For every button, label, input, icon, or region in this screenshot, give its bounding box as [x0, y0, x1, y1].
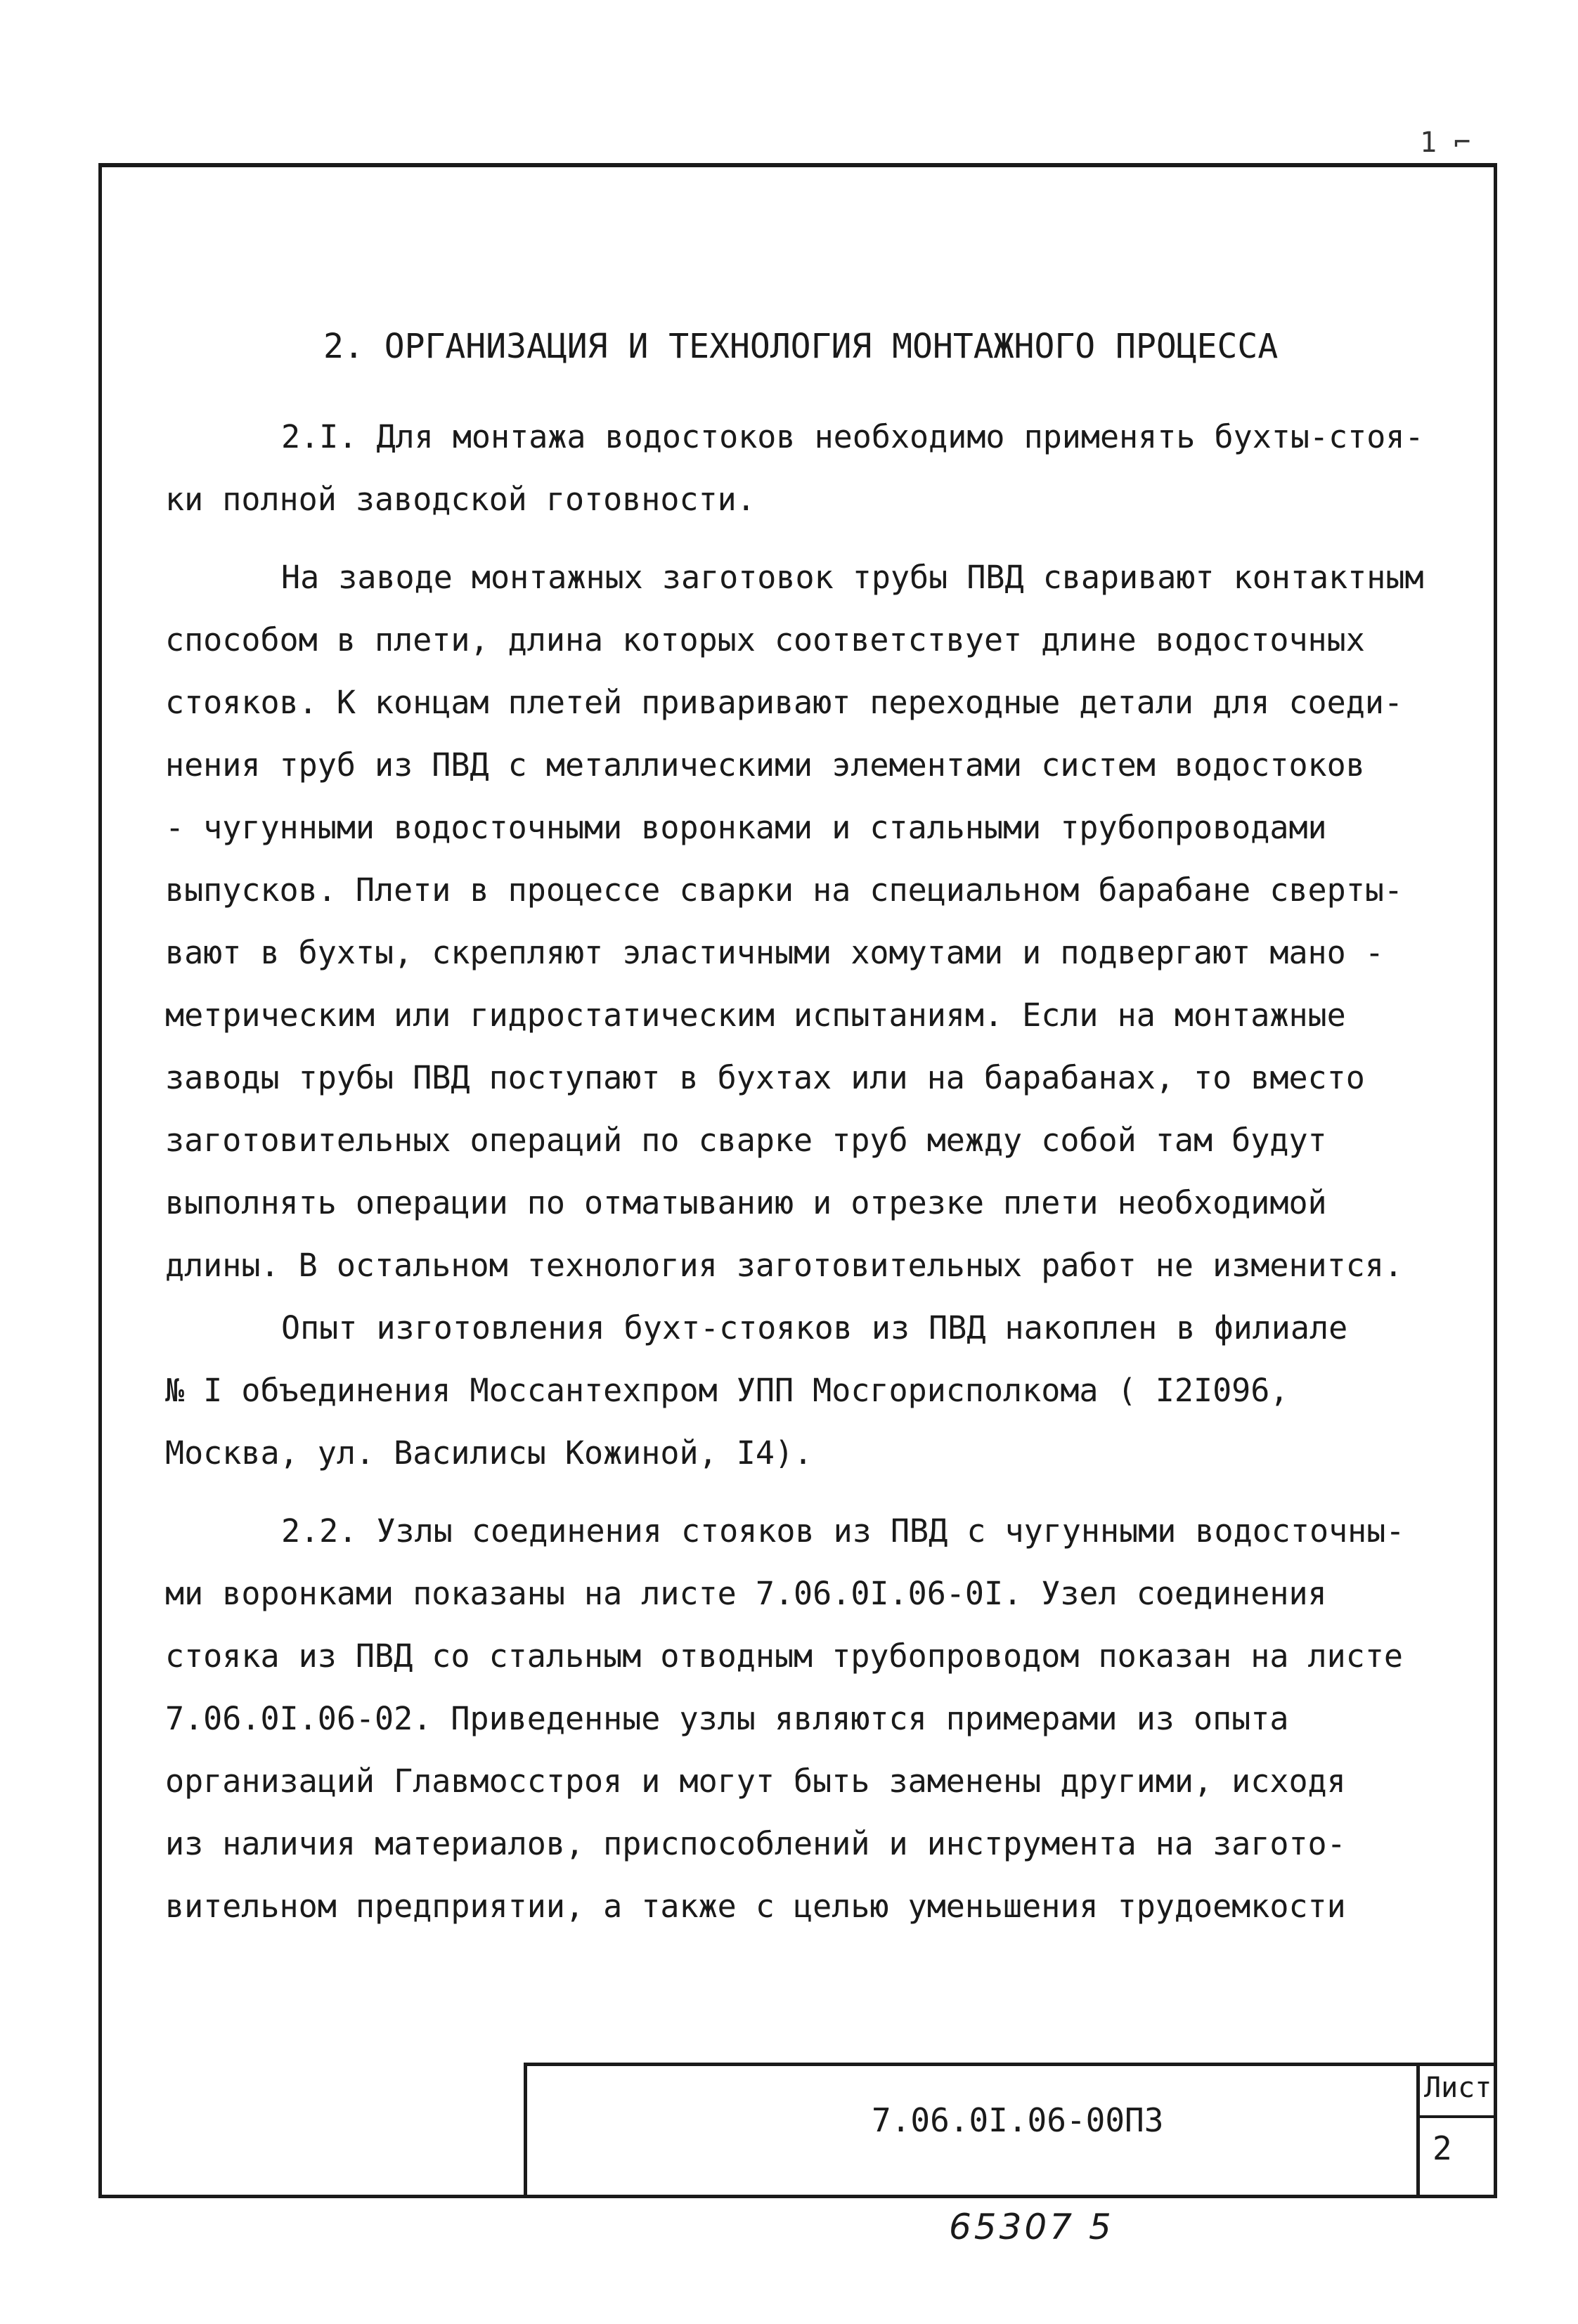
text-line: организаций Главмосстроя и могут быть заменены другими, исходя [165, 1763, 1346, 1800]
text-line: вительном предприятии, а также с целью уменьшения трудоемкости [165, 1888, 1346, 1925]
sheet-label: Лист [1424, 2072, 1492, 2104]
text-line: - чугунными водосточными воронками и стальными трубопроводами [165, 809, 1327, 846]
inventory-number: 65307 5 [949, 2207, 1114, 2247]
text-line: вают в бухты, скрепляют эластичными хомутами и подвергают мано - [165, 934, 1384, 971]
text-line: Москва, ул. Василисы Кожиной, I4). [165, 1434, 813, 1472]
body-text [165, 405, 1473, 1937]
title-block [524, 2063, 1497, 2195]
text-line: ки полной заводской готовности. [165, 481, 756, 518]
sheet-box [1416, 2066, 1497, 2195]
text-line: заготовительных операций по сварке труб между собой там будут [165, 1122, 1327, 1159]
text-line: способом в плети, длина которых соответствует длине водосточных [165, 621, 1365, 658]
corner-mark: 1 ⌐ [1420, 126, 1471, 159]
text-line: метрическим или гидростатическим испытаниям. Если на монтажные [165, 997, 1346, 1034]
sheet-number: 2 [1433, 2129, 1452, 2167]
section-heading: 2. ОРГАНИЗАЦИЯ И ТЕХНОЛОГИЯ МОНТАЖНОГО ПРОЦЕССА [323, 327, 1279, 366]
text-line: ми воронками показаны на листе 7.06.0I.06-0I. Узел соединения [165, 1575, 1327, 1612]
text-line: № I объединения Моссантехпром УПП Мосгорисполкома ( I2I096, [165, 1372, 1289, 1409]
paragraph-gap [165, 1484, 1473, 1500]
text-line: Опыт изготовления бухт-стояков из ПВД накоплен в филиале [281, 1309, 1348, 1346]
text-line: На заводе монтажных заготовок трубы ПВД сваривают контактным [281, 559, 1424, 596]
text-line: стояка из ПВД со стальным отводным трубопроводом показан на листе [165, 1637, 1403, 1675]
text-line: нения труб из ПВД с металлическими элементами систем водостоков [165, 746, 1365, 784]
text-line: стояков. К концам плетей приваривают переходные детали для соеди- [165, 684, 1403, 721]
text-line: выполнять операции по отматыванию и отрезке плети необходимой [165, 1184, 1327, 1221]
text-line: 2.I. Для монтажа водостоков необходимо применять бухты-стоя- [281, 418, 1424, 455]
text-line: 7.06.0I.06-02. Приведенные узлы являются примерами из опыта [165, 1700, 1289, 1737]
text-line: выпусков. Плети в процессе сварки на специальном барабане сверты- [165, 871, 1403, 909]
text-line: заводы трубы ПВД поступают в бухтах или на барабанах, то вместо [165, 1059, 1365, 1096]
sheet-divider [1420, 2115, 1497, 2118]
text-line: из наличия материалов, приспособлений и инструмента на загото- [165, 1825, 1346, 1862]
paragraph-gap [165, 531, 1473, 546]
document-code: 7.06.0I.06-00ПЗ [872, 2101, 1164, 2139]
text-line: длины. В остальном технология заготовительных работ не изменится. [165, 1247, 1403, 1284]
text-line: 2.2. Узлы соединения стояков из ПВД с чугунными водосточны- [281, 1512, 1405, 1550]
